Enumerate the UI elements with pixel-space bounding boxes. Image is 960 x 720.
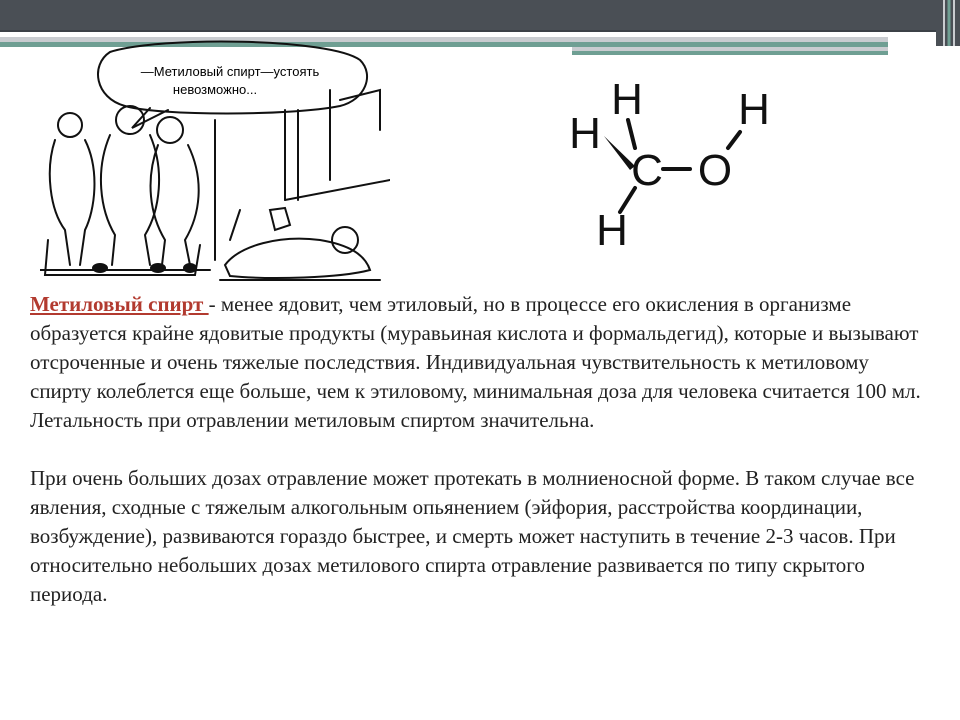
- corner-decoration: [936, 0, 960, 46]
- cartoon-illustration: [40, 40, 390, 290]
- body-text: [30, 290, 930, 609]
- atom-h-top: H: [611, 75, 643, 124]
- atom-h-left: H: [569, 109, 601, 158]
- paragraph-methanol: [30, 290, 930, 435]
- atom-c: C: [631, 146, 663, 195]
- atom-o: O: [697, 146, 733, 195]
- atom-h-right: H: [738, 85, 770, 134]
- methanol-structure: [560, 70, 790, 260]
- speech-line-2: невозможно...: [172, 82, 258, 97]
- header-bar: [0, 0, 960, 30]
- speech-line-1: —Метиловый спирт—устоять: [140, 64, 320, 79]
- paragraph-1-text: - менее ядовит, чем этиловый, но в процессе его окисления в организме образуется крайне ядовитые продукты (муравьиная кислота и формальдегид), которые и вызывают отсроченные и очень тяжелые последствия. Индивидуальная чувствительность к метиловому спирту колеблется еще больше, чем к этиловому, минимальная доза для человека считается 100 мл. Летальность при отравлении метиловым спиртом значительна.: [30, 292, 921, 432]
- atom-h-bottom: H: [596, 206, 628, 255]
- term-methanol: Метиловый спирт: [30, 292, 209, 316]
- decor-band-green-short: [572, 51, 888, 55]
- paragraph-dose: При очень больших дозах отравление может протекать в молниеносной форме. В таком случае все явления, сходные с тяжелым алкогольным опьянением (эйфория, расстройства координации, возбуждение), развиваются гораздо быстрее, и смерть может наступить в течение 2-3 часов. При относительно небольших дозах метилового спирта отравление развивается по типу скрытого периода.: [30, 466, 915, 606]
